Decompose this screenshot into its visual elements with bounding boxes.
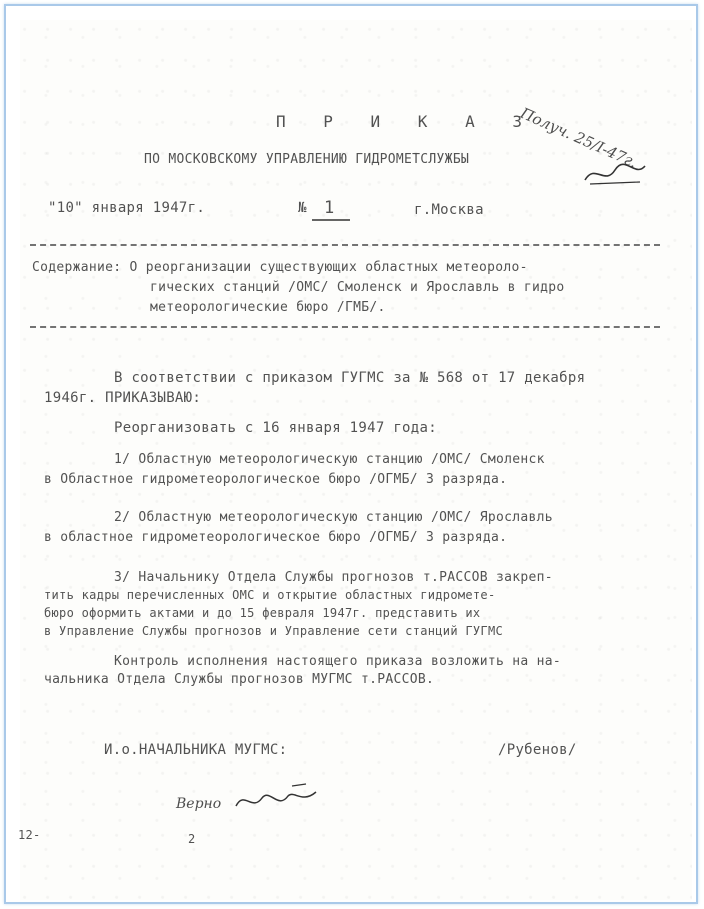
body-line-1: В соответствии с приказом ГУГМС за № 568 от 17 декабря xyxy=(114,370,586,386)
header-number-value: 1 xyxy=(324,198,335,218)
divider-top xyxy=(30,244,660,246)
footer-left: 12- xyxy=(18,828,41,842)
handwritten-initials-icon xyxy=(580,158,650,188)
body-line-7: в областное гидрометеорологическое бюро /ОГМБ/ 3 разряда. xyxy=(44,530,508,545)
body-line-11: в Управление Службы прогнозов и Управление сети станций ГУГМС xyxy=(44,624,504,638)
body-line-2: 1946г. ПРИКАЗЫВАЮ: xyxy=(44,390,202,406)
signature-title: И.о.НАЧАЛЬНИКА МУГМС: xyxy=(104,742,288,758)
signature-name: /Рубенов/ xyxy=(498,742,577,758)
contents-line-1: Содержание: О реорганизации существующих областных метеороло- xyxy=(32,260,528,275)
document-frame xyxy=(4,4,698,904)
document-page xyxy=(20,20,692,900)
body-line-10: бюро оформить актами и до 15 февраля 1947г. представить их xyxy=(44,606,481,620)
body-line-8: 3/ Начальнику Отдела Службы прогнозов т.РАССОВ закреп- xyxy=(114,570,553,585)
body-line-9: тить кадры перечисленных ОМС и открытие областных гидромете- xyxy=(44,588,496,602)
header-date: "10" января 1947г. xyxy=(48,200,206,216)
body-line-13: чальника Отдела Службы прогнозов МУГМС т.РАССОВ. xyxy=(44,672,435,687)
margin-note: Получ. 25/I-47г. xyxy=(517,104,640,172)
body-line-4: 1/ Областную метеорологическую станцию /ОМС/ Смоленск xyxy=(114,452,545,467)
document-title: П Р И К А З xyxy=(276,112,536,131)
body-line-12: Контроль исполнения настоящего приказа возложить на на- xyxy=(114,654,561,669)
divider-bottom xyxy=(30,326,660,328)
header-number-label: № xyxy=(298,200,307,216)
footer-mid: 2 xyxy=(188,832,196,846)
document-subtitle: ПО МОСКОВСКОМУ УПРАВЛЕНИЮ ГИДРОМЕТСЛУЖБЫ xyxy=(144,152,470,167)
certified-note: Верно xyxy=(176,796,222,812)
header-city: г.Москва xyxy=(414,202,484,218)
body-line-6: 2/ Областную метеорологическую станцию /ОМС/ Ярославль xyxy=(114,510,553,525)
contents-line-3: метеорологические бюро /ГМБ/. xyxy=(150,300,386,315)
certified-signature-icon xyxy=(232,782,322,816)
body-line-3: Реорганизовать с 16 января 1947 года: xyxy=(114,420,437,436)
contents-line-2: гических станций /ОМС/ Смоленск и Ярославль в гидро xyxy=(150,280,565,295)
body-line-5: в Областное гидрометеорологическое бюро /ОГМБ/ 3 разряда. xyxy=(44,472,508,487)
number-underline-icon xyxy=(312,217,352,223)
